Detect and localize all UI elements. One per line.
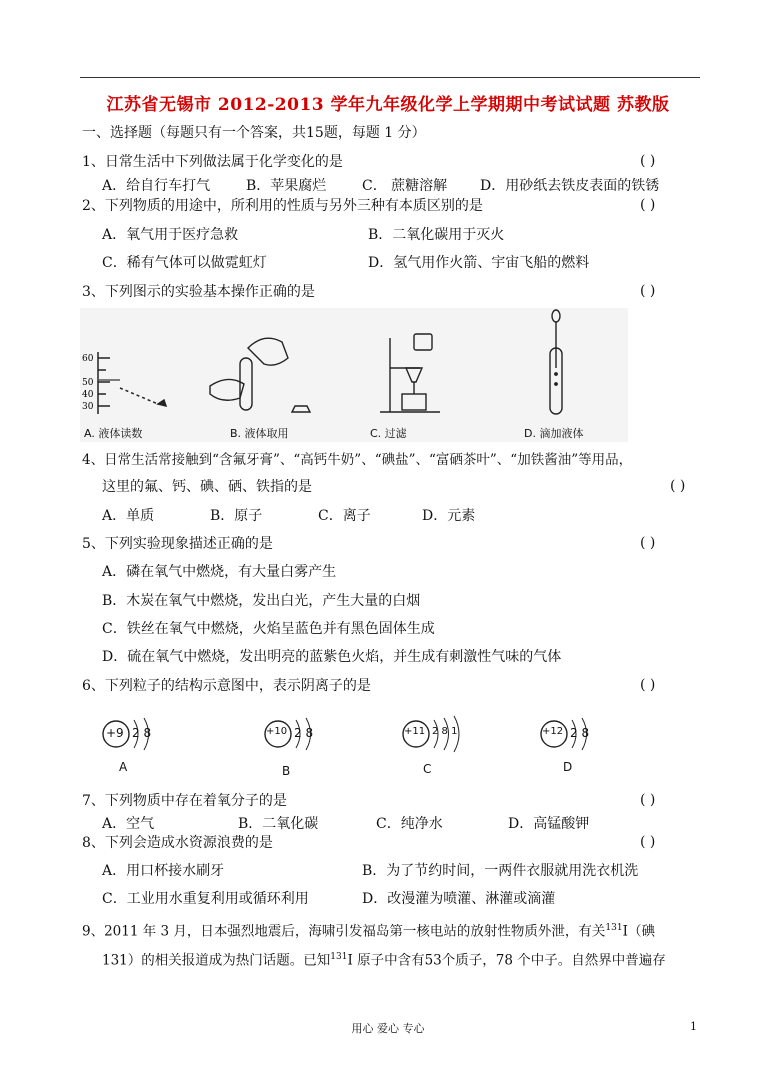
q7-stem: 7、下列物质中存在着氧分子的是 [82, 793, 287, 809]
q1-option-c: C． 蔗糖溶解 [362, 178, 448, 194]
lab-operations-drawing [80, 308, 628, 442]
label-a: A [119, 760, 128, 774]
page-number: 1 [690, 1020, 697, 1033]
q4-option-c: C．离子 [318, 508, 371, 524]
page-footer: 用心 爱心 专心 [351, 1022, 425, 1035]
q7-option-a: A．空气 [102, 816, 155, 832]
header-rule [80, 77, 700, 78]
q2-option-a: A．氧气用于医疗急救 [102, 227, 239, 243]
q9-line2-end: I 原子中含有53个质子，78 个中子。自然界中普遍存 [347, 952, 666, 969]
q4-answer-blank: ( ) [670, 478, 686, 494]
section-heading: 一、选择题（每题只有一个答案，共15题，每题 1 分） [82, 125, 426, 141]
q5-option-b: B．木炭在氧气中燃烧，发出白光，产生大量的白烟 [102, 593, 421, 609]
q9-line1-text: 9、2011 年 3 月，日本强烈地震后，海啸引发福岛第一核电站的放射性物质外泄，有关 [82, 923, 606, 940]
tick-50: 50 [82, 378, 94, 388]
q7-answer-blank: ( ) [640, 792, 656, 808]
q6-answer-blank: ( ) [640, 677, 656, 693]
page-title: 江苏省无锡市 2012-2013 学年九年级化学上学期期中考试试题 苏教版 [106, 95, 670, 115]
lab-operations-figure [80, 308, 628, 442]
tick-30: 30 [82, 402, 94, 412]
q5-stem: 5、下列实验现象描述正确的是 [82, 536, 273, 552]
shells-b: 2 8 [294, 726, 314, 740]
nucleus-a: +9 [106, 726, 124, 740]
q9-isotope-sup-2: 131 [330, 952, 348, 962]
caption-a: A. 液体读数 [84, 427, 143, 440]
q5-option-a: A．磷在氧气中燃烧，有大量白雾产生 [102, 564, 337, 580]
q7-option-c: C．纯净水 [376, 816, 443, 832]
q1-option-b: B．苹果腐烂 [246, 178, 327, 194]
label-b: B [282, 764, 291, 778]
q1-option-a: A．给自行车打气 [102, 178, 211, 194]
nucleus-b: +10 [266, 726, 288, 737]
nucleus-d: +12 [542, 726, 564, 737]
pouring-liquid-icon [210, 338, 310, 412]
q1-option-d: D．用砂纸去铁皮表面的铁锈 [480, 178, 660, 194]
caption-d: D. 滴加液体 [524, 427, 584, 440]
shells-c: 2 8 1 [432, 726, 458, 737]
dropper-test-tube-icon [550, 310, 562, 414]
q2-option-c: C．稀有气体可以做霓虹灯 [102, 255, 267, 271]
q2-stem: 2、下列物质的用途中，所利用的性质与另外三种有本质区别的是 [82, 198, 483, 214]
filtration-icon [380, 334, 440, 412]
q5-option-c: C．铁丝在氧气中燃烧，火焰呈蓝色并有黑色固体生成 [102, 621, 435, 637]
q4-stem-line2: 这里的氟、钙、碘、硒、铁指的是 [102, 479, 312, 495]
q1-answer-blank: ( ) [640, 153, 656, 169]
q9-line1-end: I（碘 [622, 923, 655, 940]
q7-option-b: B．二氧化碳 [238, 816, 319, 832]
q8-option-a: A．用口杯接水刷牙 [102, 863, 225, 879]
tick-40: 40 [82, 390, 94, 400]
q4-option-d: D．元素 [422, 508, 476, 524]
q5-answer-blank: ( ) [640, 535, 656, 551]
label-d: D [563, 760, 573, 774]
q6-stem: 6、下列粒子的结构示意图中，表示阴离子的是 [82, 678, 371, 694]
shells-d: 2 8 [570, 726, 590, 740]
caption-b: B. 液体取用 [230, 427, 289, 440]
q8-option-d: D．改漫灌为喷灌、淋灌或滴灌 [362, 891, 556, 907]
q9-line1 [82, 919, 655, 941]
q9-line2 [102, 948, 666, 970]
q5-option-d: D．硫在氧气中燃烧，发出明亮的蓝紫色火焰，并生成有刺激性气味的气体 [102, 649, 562, 665]
q7-option-d: D．高锰酸钾 [508, 816, 590, 832]
q4-stem-line1: 4、日常生活常接触到“含氟牙膏”、“高钙牛奶”、“碘盐”、“富硒茶叶”、“加铁酱油”等用品， [82, 452, 633, 468]
q2-option-d: D．氢气用作火箭、宇宙飞船的燃料 [368, 255, 590, 271]
q2-option-b: B．二氧化碳用于灭火 [368, 227, 505, 243]
caption-c: C. 过滤 [370, 427, 407, 440]
shells-a: 2 8 [132, 726, 152, 740]
tick-60: 60 [82, 354, 94, 364]
nucleus-c: +11 [404, 726, 426, 737]
q3-answer-blank: ( ) [640, 283, 656, 299]
q4-option-a: A．单质 [102, 508, 155, 524]
q8-stem: 8、下列会造成水资源浪费的是 [82, 835, 273, 851]
q3-stem: 3、下列图示的实验基本操作正确的是 [82, 284, 315, 300]
q8-option-b: B．为了节约时间，一两件衣服就用洗衣机洗 [362, 863, 639, 879]
q1-stem: 1、日常生活中下列做法属于化学变化的是 [82, 154, 343, 170]
q8-option-c: C．工业用水重复利用或循环利用 [102, 891, 309, 907]
q2-answer-blank: ( ) [640, 197, 656, 213]
q8-answer-blank: ( ) [640, 834, 656, 850]
q9-line2-text: 131）的相关报道成为热门话题。已知 [102, 952, 331, 969]
q9-isotope-sup-1: 131 [605, 923, 623, 933]
graduated-cylinder-icon [98, 352, 166, 414]
q4-option-b: B．原子 [210, 508, 263, 524]
label-c: C [423, 762, 432, 776]
